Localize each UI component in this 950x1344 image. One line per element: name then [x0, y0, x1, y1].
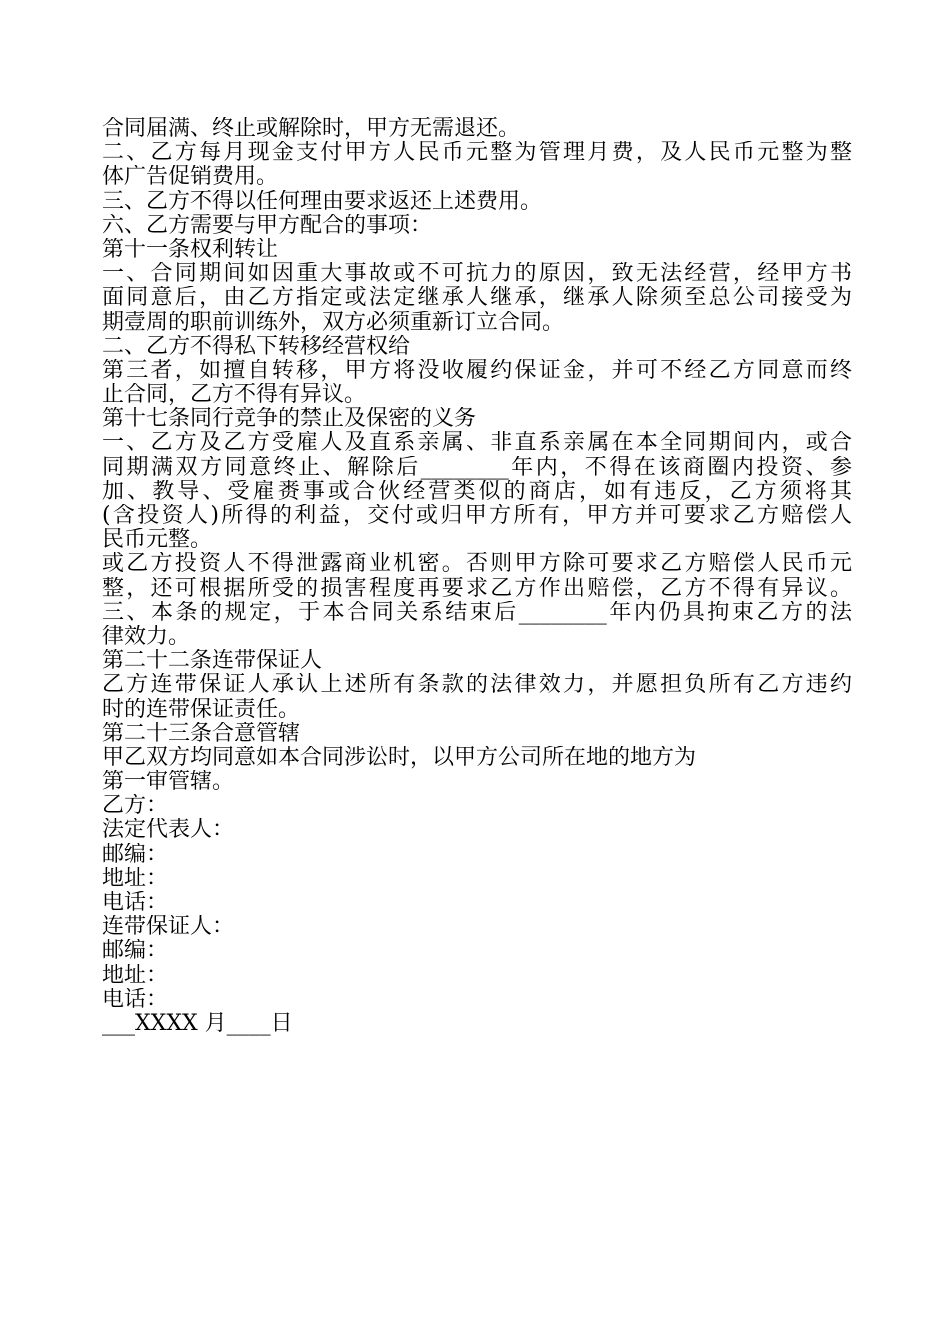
document-line: 三、本条的规定，于本合同关系结束后________年内仍具拘束乙方的法 — [102, 600, 852, 625]
document-line: 一、合同期间如因重大事故或不可抗力的原因，致无法经营，经甲方书 — [102, 262, 852, 287]
document-page — [102, 117, 852, 1036]
document-line: 一、乙方及乙方受雇人及直系亲属、非直系亲属在本全同期间内，或合 — [102, 431, 852, 456]
document-line: 期壹周的职前训练外，双方必须重新订立合同。 — [102, 310, 565, 335]
document-line: 时的连带保证责任。 — [102, 697, 301, 722]
document-line: 六、乙方需要与甲方配合的事项： — [102, 213, 433, 238]
document-line: 合同届满、终止或解除时，甲方无需退还。 — [102, 117, 521, 141]
document-line: 同期满双方同意终止、解除后________年内，不得在该商圈内投资、参 — [102, 455, 852, 480]
document-line: 第十一条权利转让 — [102, 237, 279, 262]
document-line: 乙方： — [102, 794, 169, 819]
document-line: 律效力。 — [102, 624, 191, 649]
document-line: 二、乙方每月现金支付甲方人民币元整为管理月费，及人民币元整为整 — [102, 141, 852, 166]
document-line: 第二十三条合意管辖 — [102, 721, 301, 746]
document-line: ___XXXX 月____日 — [102, 1011, 293, 1036]
document-line: 面同意后，由乙方指定或法定继承人继承，继承人除须至总公司接受为 — [102, 286, 852, 311]
document-line: 邮编： — [102, 842, 169, 867]
document-line: 止合同，乙方不得有异议。 — [102, 383, 367, 408]
document-line: 加、教导、受雇赉事或合伙经营类似的商店，如有违反，乙方须将其 — [102, 479, 852, 504]
document-line: 二、乙方不得私下转移经营权给 — [102, 334, 411, 359]
document-line: (含投资人)所得的利益，交付或归甲方所有，甲方并可要求乙方赔偿人 — [102, 504, 852, 528]
document-line: 三、乙方不得以任何理由要求返还上述费用。 — [102, 189, 543, 214]
document-line: 乙方连带保证人承认上述所有条款的法律效力，并愿担负所有乙方违约 — [102, 673, 852, 698]
document-line: 甲乙双方均同意如本合同涉讼时，以甲方公司所在地的地方为 — [102, 745, 697, 770]
document-line: 法定代表人： — [102, 818, 235, 843]
document-line: 整，还可根据所受的损害程度再要求乙方作出赔偿，乙方不得有异议。 — [102, 576, 852, 601]
document-line: 电话： — [102, 987, 169, 1012]
document-line: 连带保证人： — [102, 915, 235, 940]
document-line: 第一审管辖。 — [102, 770, 235, 795]
document-line: 地址： — [102, 866, 169, 891]
document-line: 地址： — [102, 963, 169, 988]
document-line: 民币元整。 — [102, 528, 213, 553]
document-line: 第十七条同行竞争的禁止及保密的义务 — [102, 407, 477, 432]
document-line: 体广告促销费用。 — [102, 165, 279, 190]
document-line: 第三者，如擅自转移，甲方将没收履约保证金，并可不经乙方同意而终 — [102, 358, 852, 383]
document-line: 第二十二条连带保证人 — [102, 649, 323, 674]
document-line: 或乙方投资人不得泄露商业机密。否则甲方除可要求乙方赔偿人民币元 — [102, 552, 852, 577]
document-line: 电话： — [102, 891, 169, 915]
document-line: 邮编： — [102, 939, 169, 964]
